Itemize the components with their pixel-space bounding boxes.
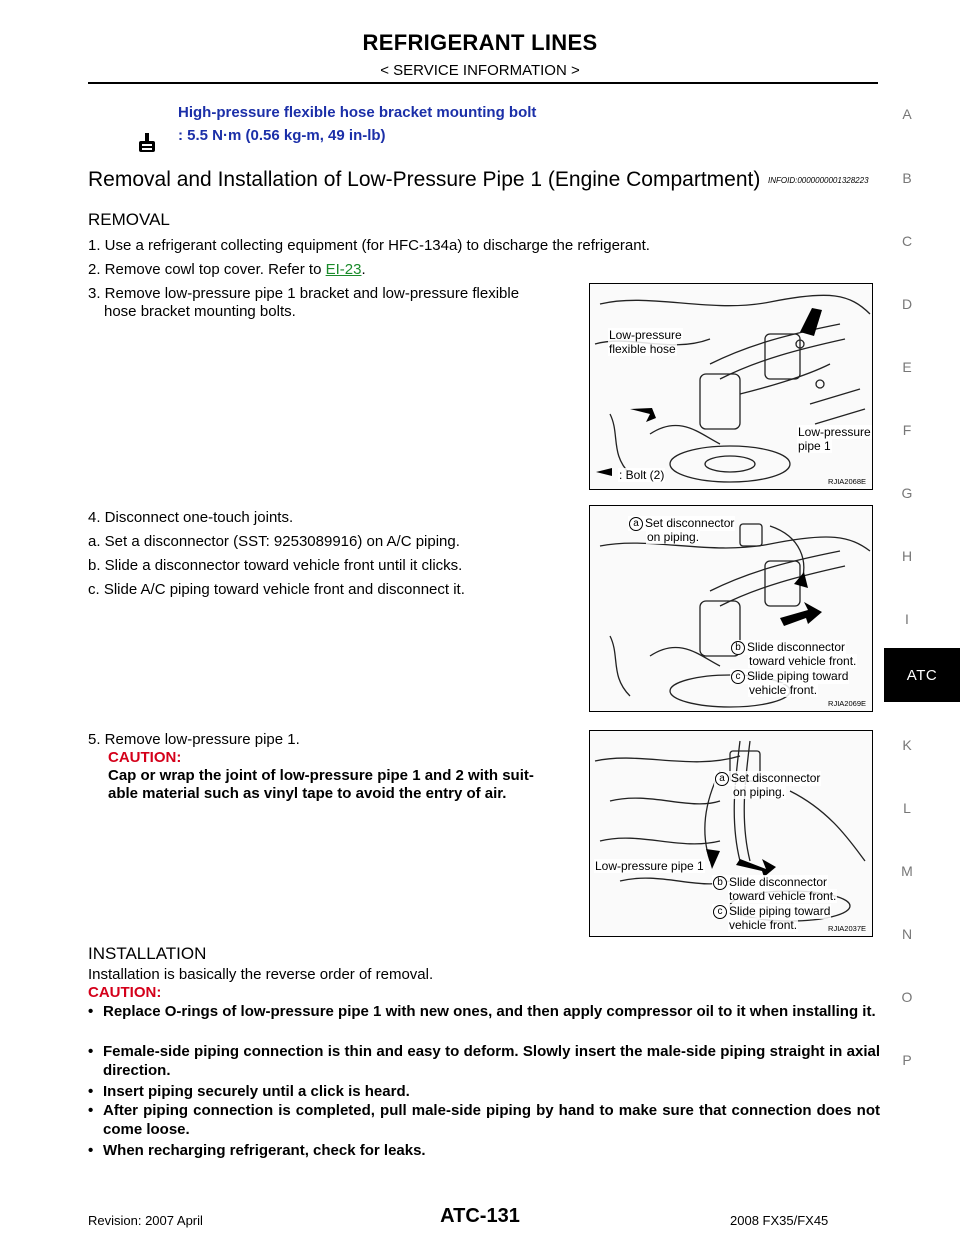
removal-step-2 bbox=[88, 260, 366, 280]
step-c-text-1 bbox=[730, 669, 849, 684]
header-divider bbox=[88, 82, 878, 84]
step-c-badge: c bbox=[713, 905, 727, 919]
section-title: Removal and Installation of Low-Pressure Pipe 1 (Engine Compartment) bbox=[88, 168, 761, 191]
step-a-badge: a bbox=[629, 517, 643, 531]
figure-code: RJIA2037E bbox=[828, 924, 866, 933]
step-a-text-1 bbox=[628, 516, 735, 531]
label-bolt-legend: : Bolt (2) bbox=[619, 468, 665, 482]
step-c-badge: c bbox=[731, 670, 745, 684]
step-2-period: . bbox=[361, 261, 366, 278]
removal-step-3-line2: hose bracket mounting bolts. bbox=[104, 303, 296, 320]
removal-step-4c: c. Slide A/C piping toward vehicle front and disconnect it. bbox=[88, 581, 465, 598]
footer-page-number: ATC-131 bbox=[440, 1205, 520, 1227]
step-b-text-2: toward vehicle front. bbox=[729, 889, 837, 903]
installation-bullet bbox=[88, 1141, 880, 1160]
step-a-text-2: on piping. bbox=[733, 785, 786, 799]
figure-1-illustration bbox=[590, 284, 872, 489]
side-index-h[interactable]: H bbox=[901, 548, 913, 564]
side-index-g[interactable]: G bbox=[901, 485, 913, 501]
side-index-o[interactable]: O bbox=[901, 989, 913, 1005]
step-a-text-2: on piping. bbox=[647, 530, 700, 544]
removal-caution-line2: able material such as vinyl tape to avoid the entry of air. bbox=[108, 785, 507, 802]
side-index-i[interactable]: I bbox=[905, 611, 909, 627]
bullet-dot: • bbox=[88, 1102, 94, 1119]
side-index-l[interactable]: L bbox=[903, 800, 911, 816]
installation-bullet bbox=[88, 1082, 880, 1101]
step-c-text-2: vehicle front. bbox=[729, 918, 798, 932]
figure-code: RJIA2069E bbox=[828, 699, 866, 708]
side-index-p[interactable]: P bbox=[902, 1052, 912, 1068]
removal-caution-label: CAUTION: bbox=[108, 749, 182, 766]
bullet-text: Insert piping securely until a click is heard. bbox=[103, 1083, 410, 1100]
torque-value: : 5.5 N·m (0.56 kg-m, 49 in-lb) bbox=[178, 127, 386, 144]
step-b-label: Slide disconnector bbox=[747, 640, 846, 654]
removal-step-4: 4. Disconnect one-touch joints. bbox=[88, 509, 294, 526]
installation-bullet bbox=[88, 1101, 880, 1139]
step-c-text-2: vehicle front. bbox=[749, 683, 818, 697]
side-index-n[interactable]: N bbox=[901, 926, 913, 942]
page-title: REFRIGERANT LINES bbox=[362, 30, 598, 55]
side-index-m[interactable]: M bbox=[901, 863, 913, 879]
side-index-k[interactable]: K bbox=[902, 737, 912, 753]
step-b-label: Slide disconnector bbox=[729, 875, 828, 889]
installation-bullet bbox=[88, 1042, 880, 1080]
bullet-text: After piping connection is completed, pull male-side piping by hand to make sure that connection does not come loose. bbox=[103, 1102, 880, 1138]
bullet-dot: • bbox=[88, 1142, 94, 1159]
step-a-text-1 bbox=[714, 771, 821, 786]
side-index-a[interactable]: A bbox=[902, 106, 912, 122]
removal-heading: REMOVAL bbox=[88, 210, 170, 229]
installation-heading: INSTALLATION bbox=[88, 944, 207, 963]
bullet-dot: • bbox=[88, 1003, 94, 1020]
label-low-pressure-pipe: Low-pressure pipe 1 bbox=[595, 859, 704, 873]
side-index-active-tab[interactable]: ATC bbox=[884, 648, 960, 702]
label-low-pressure-pipe-1: Low-pressure bbox=[798, 425, 871, 439]
figure-code: RJIA2068E bbox=[828, 477, 866, 486]
step-2-text: 2. Remove cowl top cover. Refer to bbox=[88, 261, 326, 278]
installation-bullet bbox=[88, 1002, 880, 1021]
removal-step-3-line1: 3. Remove low-pressure pipe 1 bracket and low-pressure flexible bbox=[88, 285, 520, 302]
footer-model: 2008 FX35/FX45 bbox=[730, 1213, 829, 1228]
torque-wrench-icon bbox=[136, 132, 158, 154]
step-b-text-1 bbox=[730, 640, 846, 655]
step-c-label: Slide piping toward bbox=[747, 669, 849, 683]
side-index-c[interactable]: C bbox=[901, 233, 913, 249]
installation-intro: Installation is basically the reverse order of removal. bbox=[88, 966, 434, 983]
step-b-badge: b bbox=[731, 641, 745, 655]
bullet-dot: • bbox=[88, 1083, 94, 1100]
step-c-text-1 bbox=[712, 904, 831, 919]
bullet-text: When recharging refrigerant, check for leaks. bbox=[103, 1142, 426, 1159]
ref-link-ei-23[interactable]: EI-23 bbox=[325, 261, 362, 278]
step-c-label: Slide piping toward bbox=[729, 904, 831, 918]
side-index-d[interactable]: D bbox=[901, 296, 913, 312]
torque-title: High-pressure flexible hose bracket mounting bolt bbox=[178, 104, 537, 121]
bullet-dot: • bbox=[88, 1043, 94, 1060]
figure-bolt-locations bbox=[589, 283, 873, 490]
removal-step-5: 5. Remove low-pressure pipe 1. bbox=[88, 731, 300, 748]
removal-step-4b: b. Slide a disconnector toward vehicle front until it clicks. bbox=[88, 557, 463, 574]
step-a-badge: a bbox=[715, 772, 729, 786]
installation-caution-label: CAUTION: bbox=[88, 984, 162, 1001]
step-a-label: Set disconnector bbox=[645, 516, 735, 530]
step-a-label: Set disconnector bbox=[731, 771, 821, 785]
footer-revision: Revision: 2007 April bbox=[88, 1213, 203, 1228]
step-b-text-1 bbox=[712, 875, 828, 890]
removal-step-1: 1. Use a refrigerant collecting equipment (for HFC-134a) to discharge the refrigerant. bbox=[88, 237, 650, 254]
removal-step-4a: a. Set a disconnector (SST: 9253089916) on A/C piping. bbox=[88, 533, 460, 550]
label-low-pressure-pipe-2: pipe 1 bbox=[798, 439, 831, 453]
info-id: INFOID:0000000001328223 bbox=[768, 176, 869, 185]
side-index-f[interactable]: F bbox=[902, 422, 912, 438]
label-low-pressure-hose-2: flexible hose bbox=[609, 342, 676, 356]
step-b-text-2: toward vehicle front. bbox=[749, 654, 857, 668]
bullet-text: Female-side piping connection is thin and easy to deform. Slowly insert the male-side piping straight in axial direction. bbox=[103, 1043, 880, 1079]
side-index-e[interactable]: E bbox=[902, 359, 912, 375]
page-subtitle: < SERVICE INFORMATION > bbox=[380, 62, 580, 79]
figure-disconnect-joints bbox=[589, 505, 873, 712]
side-index-b[interactable]: B bbox=[902, 170, 912, 186]
figure-low-pressure-pipe-1 bbox=[589, 730, 873, 937]
bullet-text: Replace O-rings of low-pressure pipe 1 with new ones, and then apply compressor oil to it when installing it. bbox=[103, 1003, 876, 1020]
label-low-pressure-hose-1: Low-pressure bbox=[609, 328, 682, 342]
step-b-badge: b bbox=[713, 876, 727, 890]
removal-caution-line1: Cap or wrap the joint of low-pressure pipe 1 and 2 with suit- bbox=[108, 767, 534, 784]
